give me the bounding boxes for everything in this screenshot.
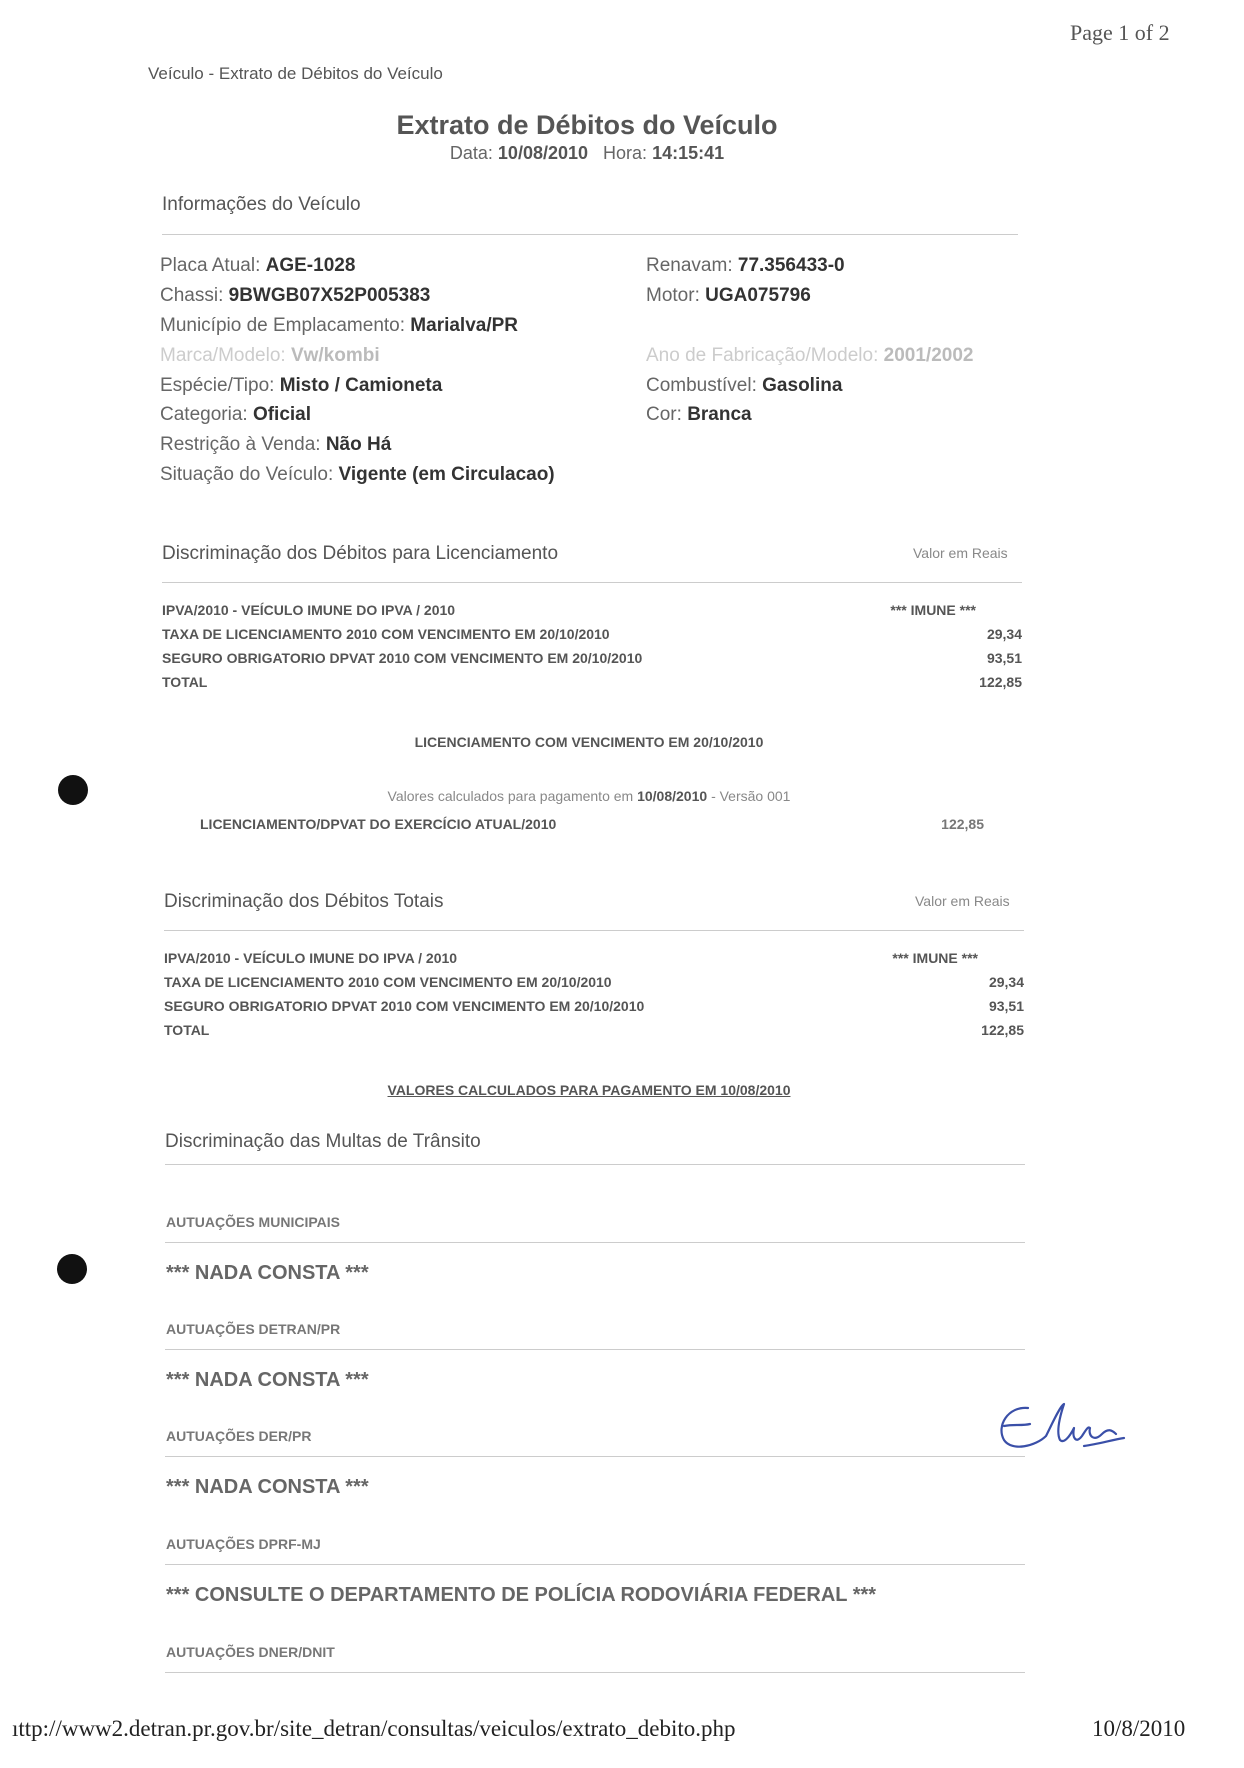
totals-row-amount: 122,85 — [981, 1022, 1024, 1038]
renavam-field: Renavam: 77.356433-0 — [646, 255, 845, 276]
divider — [165, 1242, 1025, 1243]
sale-restriction-field: Restrição à Venda: Não Há — [160, 434, 392, 455]
divider — [165, 1456, 1025, 1457]
date-value: 10/08/2010 — [497, 143, 589, 163]
fines-group-label: AUTUAÇÕES DER/PR — [166, 1428, 312, 1444]
vehicle-section-title: Informações do Veículo — [162, 194, 361, 215]
punch-hole-mark — [57, 1254, 87, 1284]
totals-row-desc: SEGURO OBRIGATORIO DPVAT 2010 COM VENCIMENTO EM 20/10/2010 — [164, 998, 645, 1014]
fines-group-status: *** NADA CONSTA *** — [166, 1476, 369, 1498]
totals-row-desc: IPVA/2010 - VEÍCULO IMUNE DO IPVA / 2010 — [164, 950, 458, 966]
licensing-value-header: Valor em Reais — [913, 545, 1008, 561]
page-title: Extrato de Débitos do Veículo — [396, 110, 778, 140]
fuel-field: Combustível: Gasolina — [646, 375, 843, 396]
make-model-field: Marca/Modelo: Vw/kombi — [160, 345, 380, 366]
species-type-field: Espécie/Tipo: Misto / Camioneta — [160, 375, 443, 396]
plate-field: Placa Atual: AGE-1028 — [160, 255, 356, 276]
fines-group-label: AUTUAÇÕES DNER/DNIT — [166, 1644, 335, 1660]
engine-field: Motor: UGA075796 — [646, 285, 811, 306]
licensing-summary-label: LICENCIAMENTO/DPVAT DO EXERCÍCIO ATUAL/2010 — [200, 816, 557, 832]
color-field: Cor: Branca — [646, 404, 752, 425]
licensing-section-title: Discriminação dos Débitos para Licenciamento — [162, 543, 559, 564]
totals-value-header: Valor em Reais — [915, 893, 1010, 909]
licensing-row-amount: *** IMUNE *** — [890, 602, 976, 618]
divider — [165, 1164, 1025, 1165]
municipality-field: Município de Emplacamento: Marialva/PR — [160, 315, 519, 336]
licensing-row-amount: 122,85 — [979, 674, 1022, 690]
vehicle-status-field: Situação do Veículo: Vigente (em Circulacao) — [160, 464, 555, 485]
page-number: Page 1 of 2 — [1070, 20, 1170, 45]
licensing-due-heading: LICENCIAMENTO COM VENCIMENTO EM 20/10/2010 — [414, 734, 764, 750]
licensing-row-desc: IPVA/2010 - VEÍCULO IMUNE DO IPVA / 2010 — [162, 602, 456, 618]
fines-group-label: AUTUAÇÕES DETRAN/PR — [166, 1321, 341, 1337]
time-value: 14:15:41 — [652, 143, 725, 163]
handwritten-signature — [990, 1396, 1130, 1456]
divider — [165, 1349, 1025, 1350]
fines-group-status: *** NADA CONSTA *** — [166, 1369, 369, 1391]
totals-calc-heading: VALORES CALCULADOS PARA PAGAMENTO EM 10/08/2010 — [387, 1082, 791, 1098]
punch-hole-mark — [58, 775, 88, 805]
fines-group-label: AUTUAÇÕES DPRF-MJ — [166, 1536, 321, 1552]
category-field: Categoria: Oficial — [160, 404, 312, 425]
totals-section-title: Discriminação dos Débitos Totais — [164, 891, 444, 912]
divider — [164, 930, 1024, 931]
licensing-row-desc: SEGURO OBRIGATORIO DPVAT 2010 COM VENCIMENTO EM 20/10/2010 — [162, 650, 643, 666]
totals-row-amount: *** IMUNE *** — [892, 950, 978, 966]
totals-row-desc: TAXA DE LICENCIAMENTO 2010 COM VENCIMENTO EM 20/10/2010 — [164, 974, 612, 990]
divider — [162, 582, 1022, 583]
divider — [162, 234, 1018, 235]
footer-url: ıttp://www2.detran.pr.gov.br/site_detran/consultas/veiculos/extrato_debito.php — [12, 1716, 736, 1741]
totals-row-amount: 93,51 — [988, 998, 1024, 1014]
time-label: Hora: — [603, 143, 648, 163]
licensing-row-amount: 29,34 — [986, 626, 1022, 642]
calc-note: Valores calculados para pagamento em 10/08/2010 - Versão 001 — [387, 788, 791, 804]
footer-date: 10/8/2010 — [1092, 1716, 1186, 1741]
fines-section-title: Discriminação das Multas de Trânsito — [165, 1131, 481, 1152]
date-time-line — [0, 143, 1174, 164]
licensing-summary-amount: 122,85 — [941, 816, 984, 832]
totals-row-desc: TOTAL — [164, 1022, 210, 1038]
fines-group-label: AUTUAÇÕES MUNICIPAIS — [166, 1214, 340, 1230]
year-field: Ano de Fabricação/Modelo: 2001/2002 — [646, 345, 974, 366]
totals-row-amount: 29,34 — [988, 974, 1024, 990]
licensing-row-desc: TOTAL — [162, 674, 208, 690]
chassis-field: Chassi: 9BWGB07X52P005383 — [160, 285, 431, 306]
divider — [165, 1564, 1025, 1565]
date-label: Data: — [449, 143, 493, 163]
fines-group-status: *** CONSULTE O DEPARTAMENTO DE POLÍCIA RODOVIÁRIA FEDERAL *** — [166, 1584, 877, 1606]
licensing-row-desc: TAXA DE LICENCIAMENTO 2010 COM VENCIMENTO EM 20/10/2010 — [162, 626, 610, 642]
running-title: Veículo - Extrato de Débitos do Veículo — [148, 64, 443, 83]
divider — [165, 1672, 1025, 1673]
licensing-row-amount: 93,51 — [986, 650, 1022, 666]
fines-group-status: *** NADA CONSTA *** — [166, 1262, 369, 1284]
